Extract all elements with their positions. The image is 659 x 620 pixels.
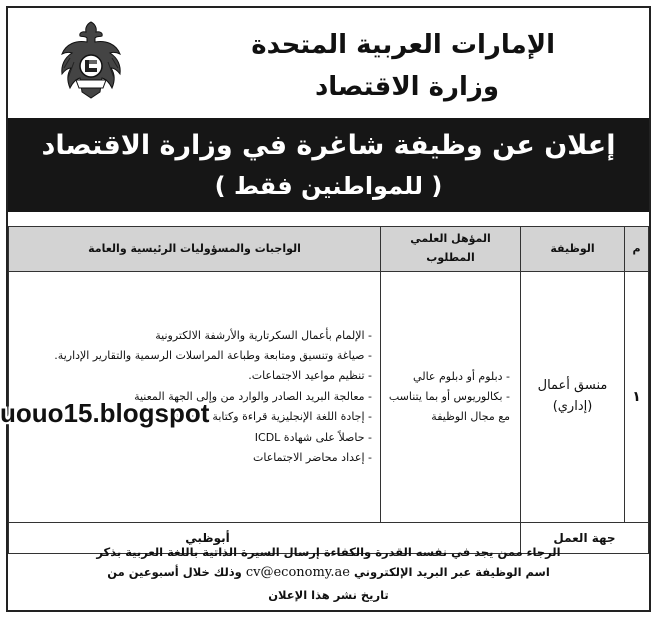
banner-subtitle: ( للمواطنين فقط ): [214, 172, 443, 200]
row-number: ١: [625, 272, 649, 523]
header-number: م: [625, 227, 649, 272]
duty-item: - تنظيم مواعيد الاجتماعات.: [248, 369, 372, 383]
duty-item: - حاصلاً على شهادة ICDL: [254, 430, 372, 444]
duty-item: - إجادة اللغة الإنجليزية قراءة وكتابة ومحادثة: [173, 410, 372, 424]
duty-item: - إعداد محاضر الاجتماعات: [253, 450, 372, 464]
banner-title: إعلان عن وظيفة شاغرة في وزارة الاقتصاد: [41, 130, 616, 161]
jobs-table: [8, 226, 649, 554]
email-address[interactable]: cv@economy.ae: [245, 565, 350, 581]
job-title: منسق أعمال (إداري): [521, 272, 625, 523]
qualification-item: - دبلوم أو دبلوم عالي: [413, 370, 510, 384]
qualification-item: - بكالوريوس أو بما يتناسب مع مجال الوظيفة: [388, 390, 510, 423]
duty-item: - معالجة البريد الصادر والوارد من وإلى الجهة المعنية: [134, 389, 372, 403]
blog-watermark: uouo15.blogspot: [0, 398, 210, 428]
note-line-2: [12, 562, 645, 585]
uae-falcon-emblem-icon: [56, 18, 126, 102]
header: [8, 8, 649, 120]
header-qualification: المؤهل العلمي المطلوب: [381, 227, 521, 272]
duty-item: - صياغة وتنسيق ومتابعة وطباعة المراسلات الرسمية والتقارير الإدارية.: [54, 349, 372, 363]
duties-cell: [9, 272, 381, 523]
table-header-row: [9, 227, 649, 272]
note-line-3: تاريخ نشر هذا الإعلان: [268, 587, 389, 602]
application-note: [12, 542, 645, 605]
header-job: الوظيفة: [521, 227, 625, 272]
table-row: [9, 272, 649, 523]
location-label: جهة العمل: [521, 523, 649, 554]
duty-item: - الإلمام بأعمال السكرتارية والأرشفة الالكترونية: [155, 328, 372, 342]
ministry-name: وزارة الاقتصاد: [314, 72, 499, 102]
announcement-banner: [8, 118, 649, 212]
country-name: الإمارات العربية المتحدة: [251, 30, 555, 60]
header-duties: الواجبات والمسؤوليات الرئيسية والعامة: [9, 227, 381, 272]
note-line-2-start: اسم الوظيفة عبر البريد الإلكتروني: [354, 565, 550, 580]
note-line-1: الرجاء ممن يجد في نفسه القدرة والكفاءة إرسال السيرة الذاتية باللغة العربية بذكر: [96, 545, 561, 559]
location-value: أبوظبي: [9, 523, 521, 554]
note-line-2-end: وذلك خلال أسبوعين من: [107, 565, 242, 580]
qualification-cell: [381, 272, 521, 523]
